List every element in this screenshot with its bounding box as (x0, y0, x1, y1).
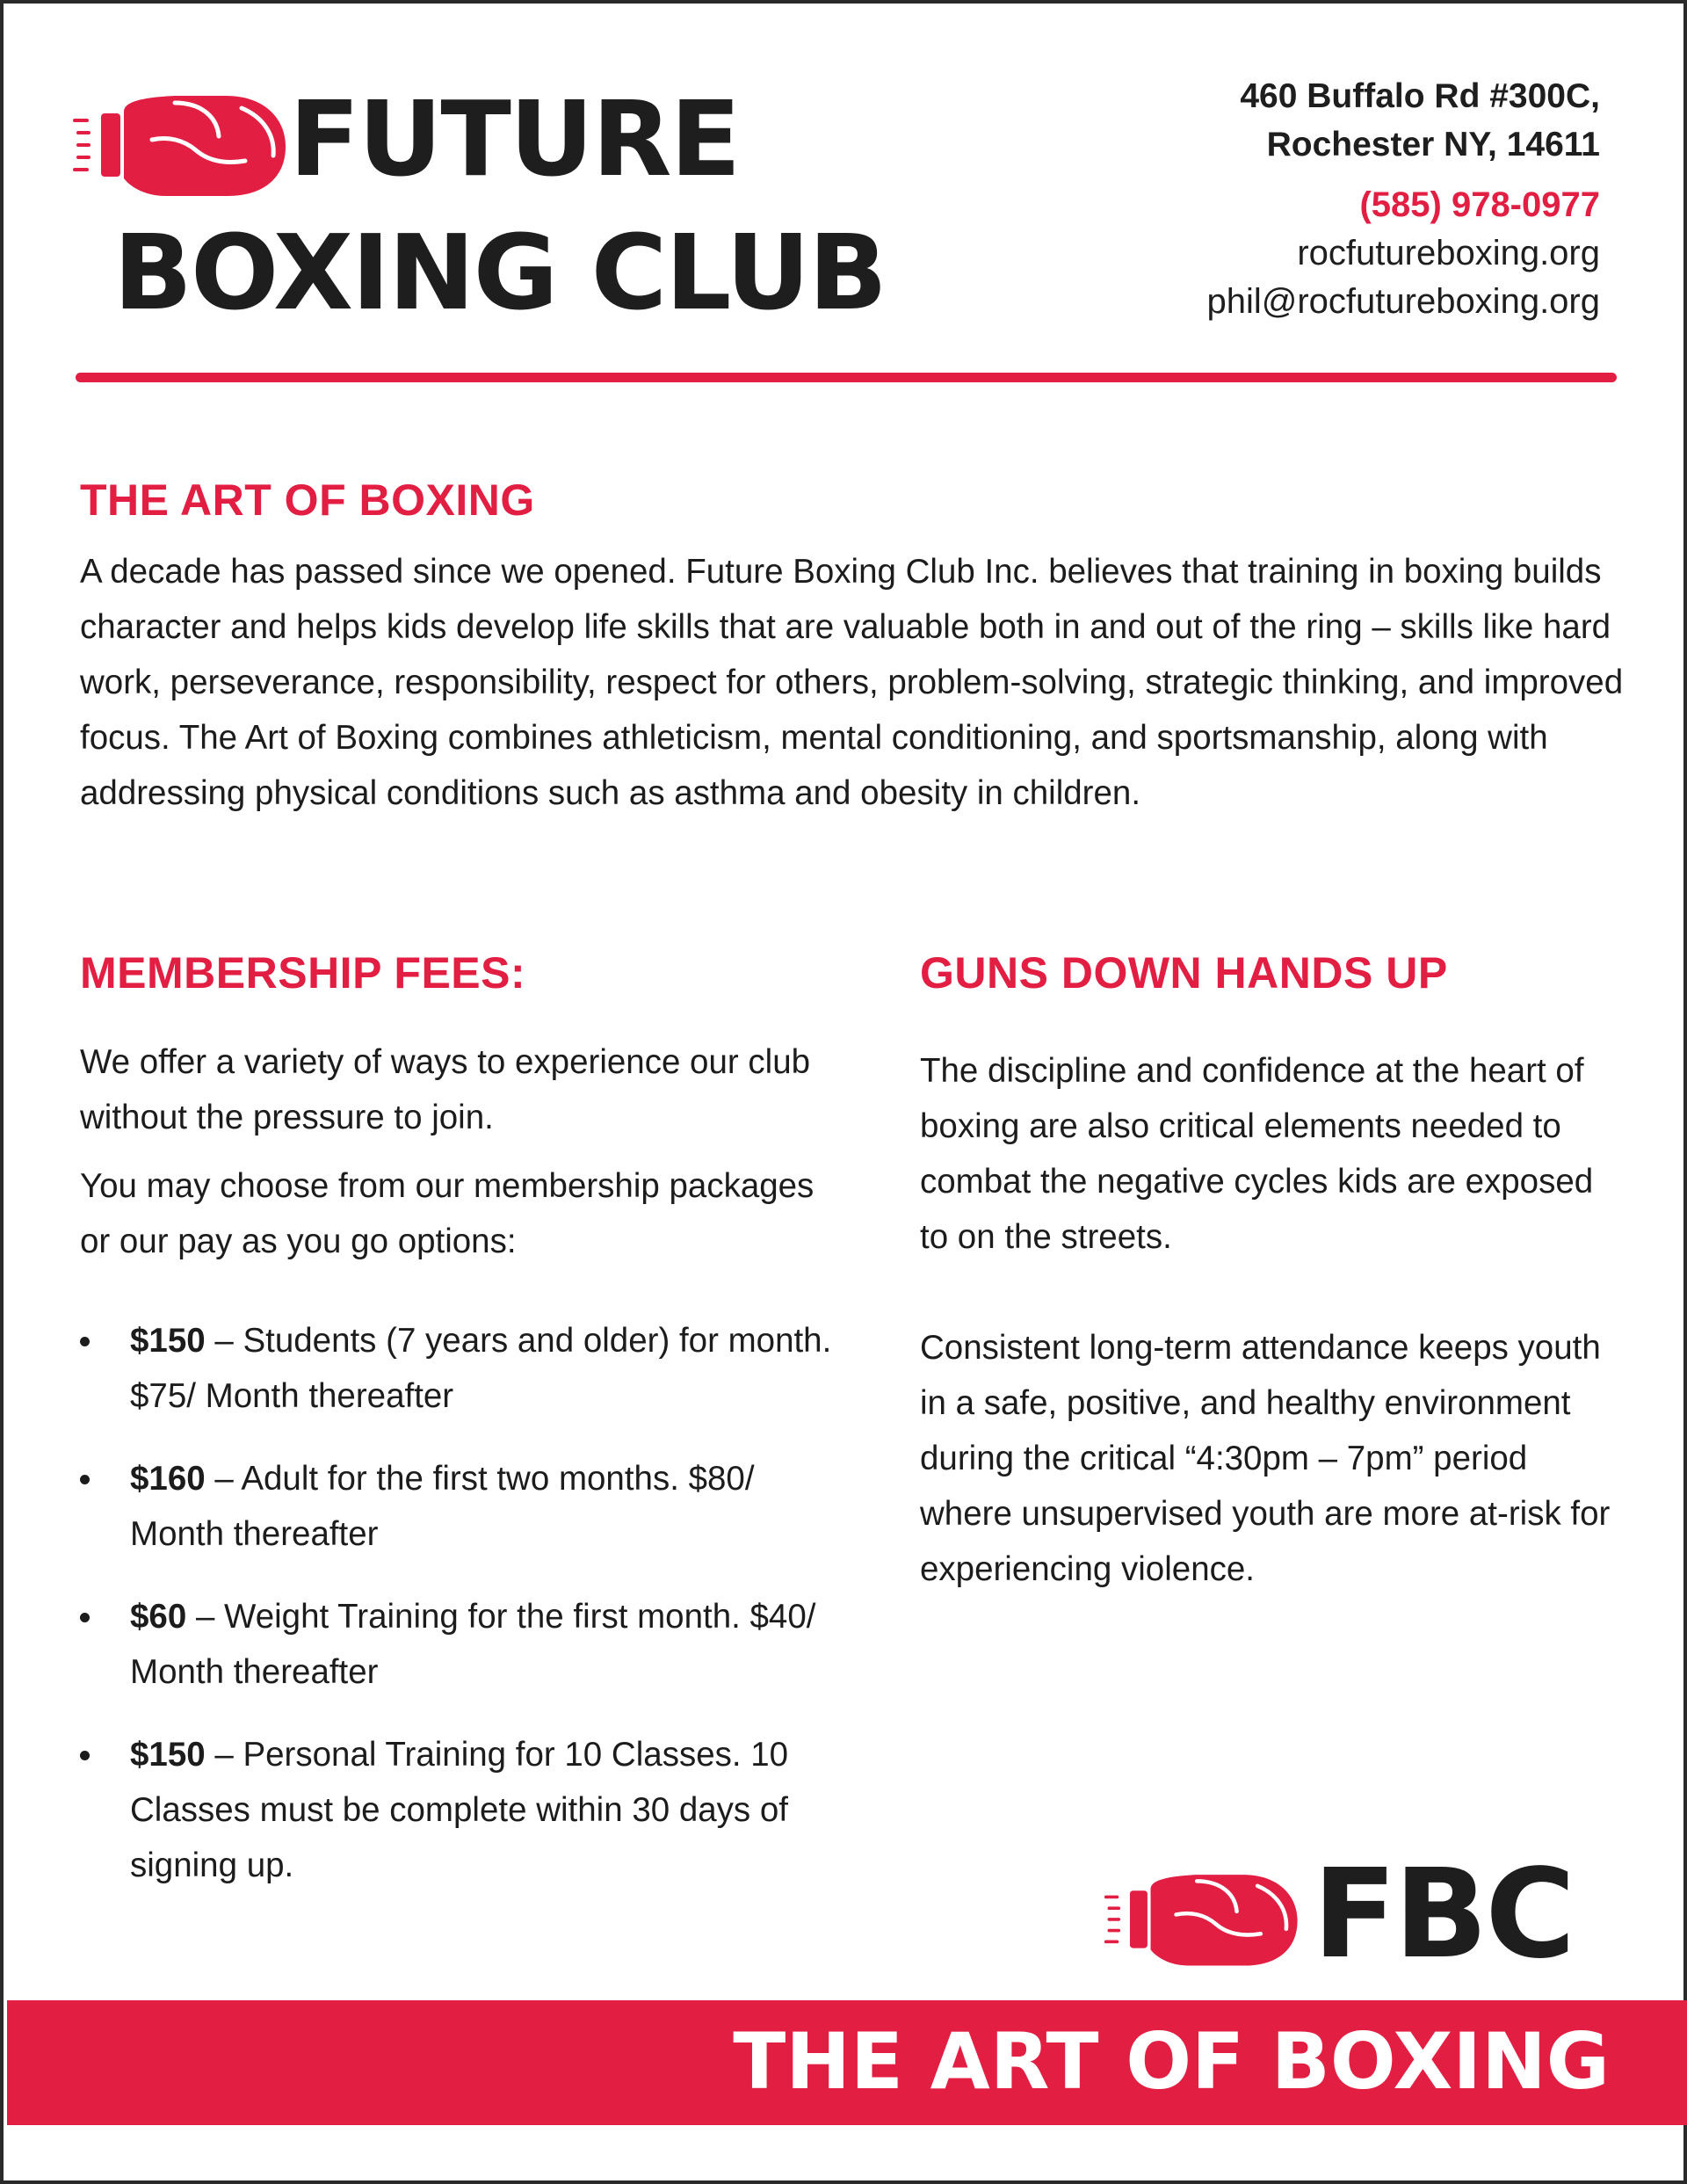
contact-block (1055, 72, 1600, 326)
fee-description: – Weight Training for the first month. $40/ Month thereafter (130, 1598, 816, 1691)
art-of-boxing-section (80, 474, 1626, 821)
address-line2: Rochester NY, 14611 (1266, 126, 1600, 163)
club-title-line2: BOXING CLUB (113, 212, 886, 333)
fbc-logo-text: FBC (1313, 1843, 1574, 1986)
art-of-boxing-heading: THE ART OF BOXING (80, 475, 535, 525)
fee-description: – Students (7 years and older) for month. $75/ Month thereafter (130, 1322, 832, 1415)
art-of-boxing-body: A decade has passed since we opened. Future Boxing Club Inc. believes that training in boxing builds character and helps kids develop life skills that are valuable both in and out of the ring – skills like hard work, perseverance, responsibility, respect for others, problem-solving, strategic thinking, and improved focus. The Art of Boxing combines athleticism, mental conditioning, and sportsmanship, along with addressing physical conditions such as asthma and obesity in children. (80, 553, 1624, 812)
footer-tagline: THE ART OF BOXING (733, 2016, 1610, 2107)
boxing-glove-icon (69, 87, 293, 201)
fee-item (80, 1589, 853, 1700)
fee-amount: $160 (130, 1460, 206, 1498)
fees-list (80, 1313, 853, 1893)
email-link[interactable]: phil@rocfutureboxing.org (1206, 282, 1600, 321)
address-line1: 460 Buffalo Rd #300C, (1240, 77, 1600, 115)
membership-intro-para2: You may choose from our membership packages or our pay as you go options: (80, 1167, 815, 1260)
fee-amount: $60 (130, 1598, 187, 1636)
footer-banner (7, 2000, 1687, 2125)
fee-amount: $150 (130, 1736, 206, 1774)
bullet-icon (80, 1751, 90, 1760)
guns-down-para1: The discipline and confidence at the heart of boxing are also critical elements needed to combat the negative cycles kids are exposed to on the streets. (920, 1052, 1594, 1256)
bullet-icon (80, 1337, 90, 1346)
bullet-icon (80, 1613, 90, 1622)
fee-item (80, 1313, 853, 1424)
membership-intro-para1: We offer a variety of ways to experience our club without the pressure to join. (80, 1043, 811, 1136)
bullet-icon (80, 1475, 90, 1484)
guns-down-para2: Consistent long-term attendance keeps youth in a safe, positive, and healthy environment during the critical “4:30pm – 7pm” period where unsupervised youth are more at-risk for experiencing violence. (920, 1329, 1611, 1588)
guns-down-section (920, 947, 1614, 1597)
header-divider (76, 373, 1617, 382)
guns-down-heading: GUNS DOWN HANDS UP (920, 948, 1448, 998)
fee-item (80, 1727, 853, 1893)
phone-number[interactable]: (585) 978-0977 (1359, 185, 1600, 224)
fee-description: – Adult for the first two months. $80/ Month thereafter (130, 1460, 755, 1553)
website-link[interactable]: rocfutureboxing.org (1297, 234, 1600, 272)
club-title-line1: FUTURE (289, 78, 740, 200)
fee-amount: $150 (130, 1322, 206, 1360)
membership-fees-heading: MEMBERSHIP FEES: (80, 948, 526, 998)
membership-fees-section (80, 947, 853, 1920)
fee-item (80, 1451, 853, 1562)
fee-description: – Personal Training for 10 Classes. 10 Classes must be complete within 30 days of signing up. (130, 1736, 789, 1884)
boxing-glove-icon (1093, 1867, 1313, 1970)
